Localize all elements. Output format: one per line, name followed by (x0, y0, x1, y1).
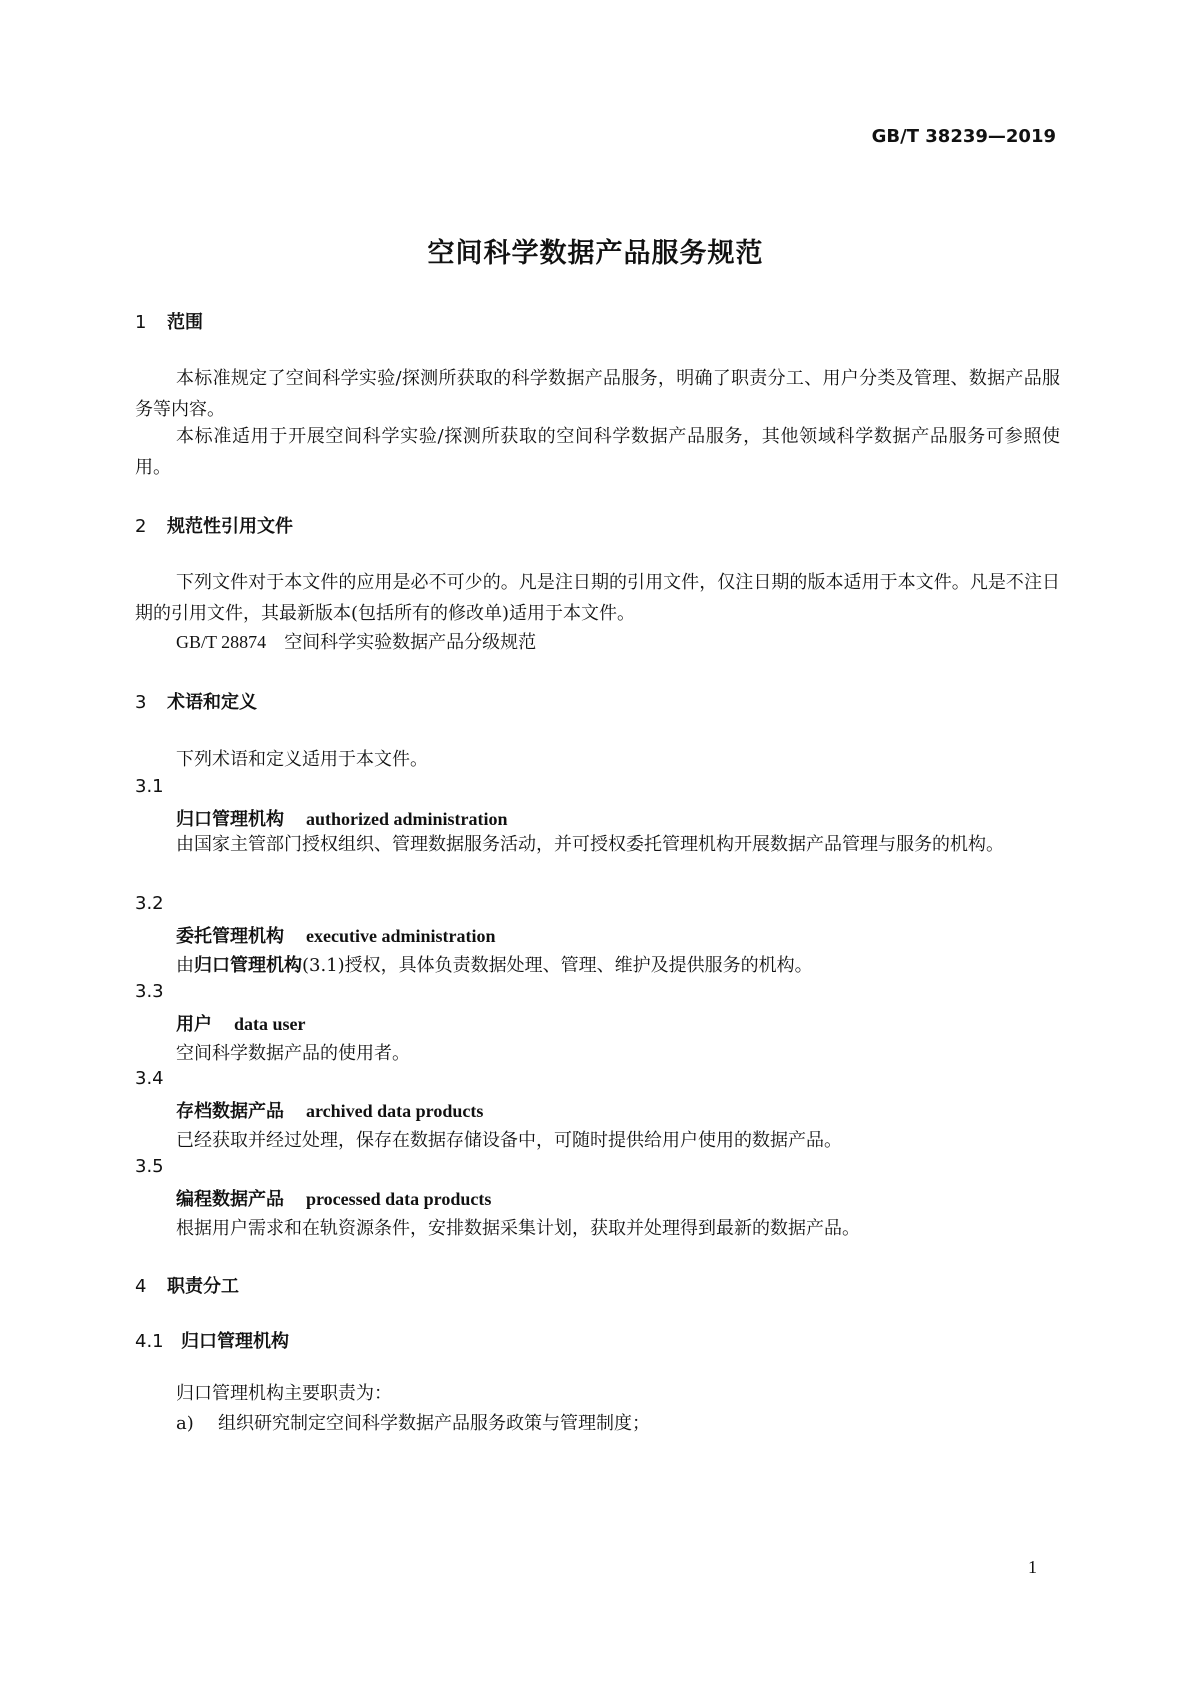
term-entry (176, 922, 495, 948)
term-number: 3.4 (135, 1068, 164, 1089)
section-title: 术语和定义 (167, 692, 257, 713)
term-number: 3.3 (135, 981, 164, 1002)
normative-reference (176, 628, 536, 654)
section-2-heading (135, 512, 293, 538)
term-number: 3.5 (135, 1156, 164, 1177)
term-entry (176, 1010, 306, 1036)
term-english: data user (234, 1014, 306, 1034)
term-english: archived data products (306, 1101, 484, 1121)
section-number: 4 (135, 1276, 147, 1297)
term-number: 3.1 (135, 776, 164, 797)
page-number: 1 (1028, 1557, 1037, 1577)
subsection-title: 归口管理机构 (181, 1331, 289, 1352)
subsection-4-1-heading (135, 1327, 289, 1353)
term-english: authorized administration (306, 809, 508, 829)
term-chinese: 用户 (176, 1014, 212, 1035)
term-english: executive administration (306, 926, 496, 946)
term-chinese: 存档数据产品 (176, 1101, 284, 1122)
term-chinese: 归口管理机构 (176, 809, 284, 830)
section-number: 2 (135, 516, 147, 537)
term-number: 3.2 (135, 893, 164, 914)
definition-rest: (3.1)授权，具体负责数据处理、管理、维护及提供服务的机构。 (302, 955, 813, 976)
term-definition: 空间科学数据产品的使用者。 (176, 1043, 410, 1064)
term-entry (176, 805, 508, 831)
term-chinese: 委托管理机构 (176, 926, 284, 947)
section-1-paragraph-1: 本标准规定了空间科学实验/探测所获取的科学数据产品服务，明确了职责分工、用户分类及管理、数据产品服务等内容。 (135, 368, 1060, 420)
term-entry (176, 1097, 483, 1123)
term-chinese: 编程数据产品 (176, 1189, 284, 1210)
term-english: processed data products (306, 1189, 492, 1209)
term-definition (176, 951, 813, 977)
list-item (176, 1409, 650, 1435)
section-1-heading (135, 308, 203, 334)
document-title: 空间科学数据产品服务规范 (427, 238, 764, 269)
section-3-heading (135, 688, 257, 714)
term-definition: 由国家主管部门授权组织、管理数据服务活动，并可授权委托管理机构开展数据产品管理与服务的机构。 (176, 834, 1004, 855)
section-number: 3 (135, 692, 147, 713)
section-1-paragraph-2: 本标准适用于开展空间科学实验/探测所获取的空间科学数据产品服务，其他领域科学数据产品服务可参照使用。 (135, 426, 1060, 478)
section-title: 范围 (167, 312, 203, 333)
section-4-heading (135, 1272, 239, 1298)
reference-code: GB/T 28874 (176, 632, 267, 652)
section-title: 规范性引用文件 (167, 516, 293, 537)
section-2-paragraph-1: 下列文件对于本文件的应用是必不可少的。凡是注日期的引用文件，仅注日期的版本适用于本文件。凡是不注日期的引用文件，其最新版本(包括所有的修改单)适用于本文件。 (135, 572, 1060, 624)
term-entry (176, 1185, 491, 1211)
section-number: 1 (135, 312, 147, 333)
term-definition: 根据用户需求和在轨资源条件，安排数据采集计划，获取并处理得到最新的数据产品。 (176, 1218, 860, 1239)
reference-title: 空间科学实验数据产品分级规范 (284, 632, 537, 653)
term-definition: 已经获取并经过处理，保存在数据存储设备中，可随时提供给用户使用的数据产品。 (176, 1130, 842, 1151)
cross-reference-term: 归口管理机构 (194, 955, 302, 976)
section-3-intro: 下列术语和定义适用于本文件。 (176, 749, 428, 770)
definition-prefix: 由 (176, 955, 194, 976)
subsection-number: 4.1 (135, 1331, 164, 1352)
subsection-intro: 归口管理机构主要职责为： (176, 1383, 392, 1404)
list-text: 组织研究制定空间科学数据产品服务政策与管理制度； (218, 1413, 650, 1434)
section-title: 职责分工 (167, 1276, 239, 1297)
list-label: a) (176, 1413, 194, 1434)
standard-code: GB/T 38239—2019 (871, 126, 1056, 147)
